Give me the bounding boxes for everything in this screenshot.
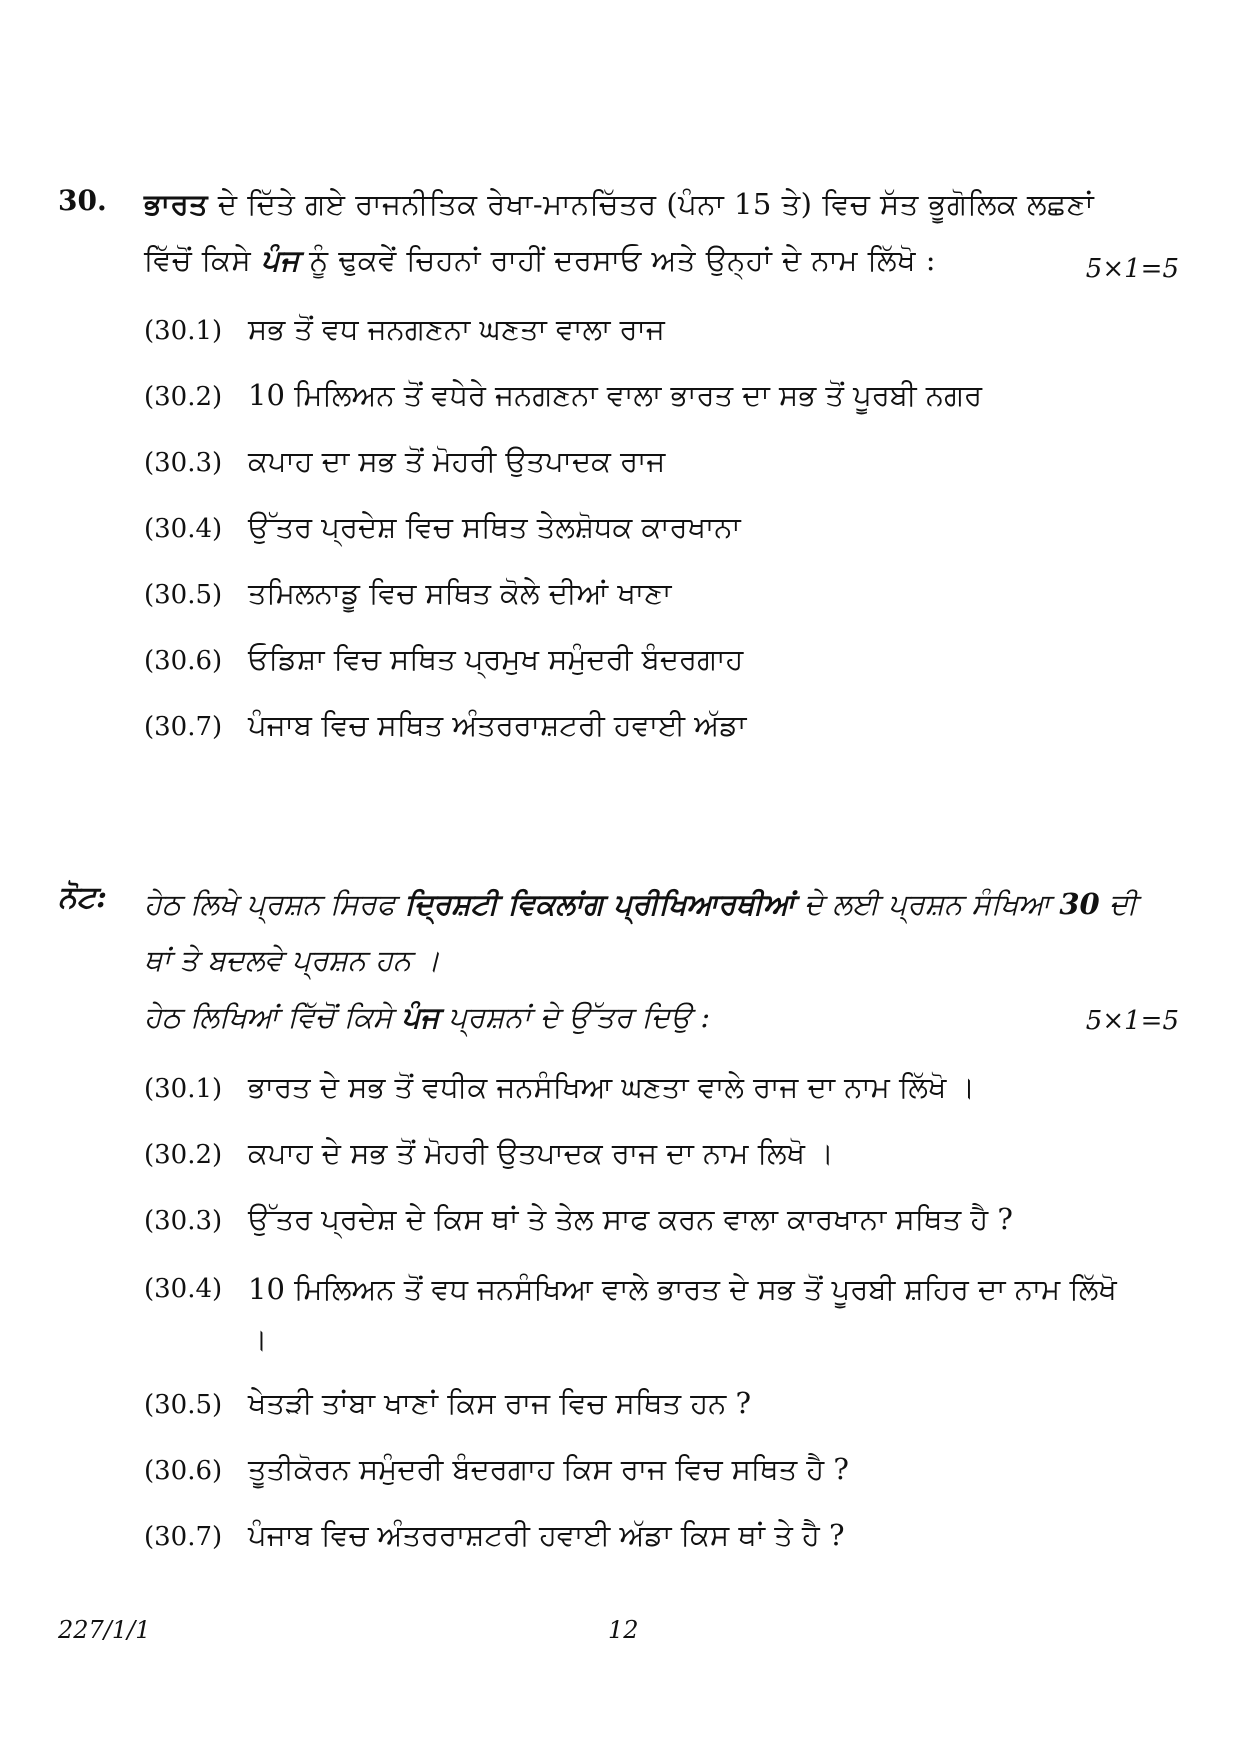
list-item: (30.1) ਸਭ ਤੋਂ ਵਧ ਜਨਗਣਨਾ ਘਣਤਾ ਵਾਲਾ ਰਾਜ xyxy=(144,312,665,346)
list-item: (30.2) 10 ਮਿਲਿਅਨ ਤੋਂ ਵਧੇਰੇ ਜਨਗਣਨਾ ਵਾਲਾ ਭਾਰਤ ਦਾ ਸਭ ਤੋਂ ਪੂਰਬੀ ਨਗਰ xyxy=(144,378,983,412)
paper-code: 227/1/1 xyxy=(58,1616,151,1644)
question-text-part-1: ਦੇ ਦਿੱਤੇ ਗਏ ਰਾਜਨੀਤਿਕ ਰੇਖਾ-ਮਾਨਚਿੱਤਰ (ਪੰਨਾ 15 ਤੇ) ਵਿਚ ਸੱਤ ਭੂਗੋਲਿਕ ਲਛਣਾਂ ਵਿੱਚੋਂ ਕਿਸੇ xyxy=(144,187,1095,277)
note-text-bold: ਦ੍ਰਿਸ਼ਟੀ ਵਿਕਲਾਂਗ ਪ੍ਰੀਖਿਆਰਥੀਆਂ xyxy=(404,887,795,921)
list-item: (30.7) ਪੰਜਾਬ ਵਿਚ ਸਥਿਤ ਅੰਤਰਰਾਸ਼ਟਰੀ ਹਵਾਈ ਅੱਡਾ xyxy=(144,708,747,742)
list-item: (30.7) ਪੰਜਾਬ ਵਿਚ ਅੰਤਰਰਾਸ਼ਟਰੀ ਹਵਾਈ ਅੱਡਾ ਕਿਸ ਥਾਂ ਤੇ ਹੈ ? xyxy=(144,1518,845,1552)
list-item: (30.1) ਭਾਰਤ ਦੇ ਸਭ ਤੋਂ ਵਧੀਕ ਜਨਸੰਖਿਆ ਘਣਤਾ ਵਾਲੇ ਰਾਜ ਦਾ ਨਾਮ ਲਿੱਖੋ । xyxy=(144,1070,976,1104)
page-number: 12 xyxy=(608,1616,639,1644)
question-text-part-2: ਨੂੰ ਢੁਕਵੇਂ ਚਿਹਨਾਂ ਰਾਹੀਂ ਦਰਸਾਓ ਅਤੇ ਉਨ੍ਹਾਂ ਦੇ ਨਾਮ ਲਿੱਖੋ : xyxy=(299,243,936,277)
list-item: (30.4) ਉੱਤਰ ਪ੍ਰਦੇਸ਼ ਵਿਚ ਸਥਿਤ ਤੇਲਸ਼ੋਧਕ ਕਾਰਖਾਨਾ xyxy=(144,510,741,544)
question-text-bold-2: ਪੰਜ xyxy=(260,243,300,277)
list-item: (30.3) ਕਪਾਹ ਦਾ ਸਭ ਤੋਂ ਮੋਹਰੀ ਉਤਪਾਦਕ ਰਾਜ xyxy=(144,444,666,478)
question-text xyxy=(144,176,1144,288)
question-text-bold-1: ਭਾਰਤ xyxy=(144,187,209,221)
list-item: (30.3) ਉੱਤਰ ਪ੍ਰਦੇਸ਼ ਦੇ ਕਿਸ ਥਾਂ ਤੇ ਤੇਲ ਸਾਫ ਕਰਨ ਵਾਲਾ ਕਾਰਖਾਨਾ ਸਥਿਤ ਹੈ ? xyxy=(144,1202,1013,1236)
note-marks: 5×1=5 xyxy=(1085,1006,1179,1036)
list-item: (30.5) ਤਮਿਲਨਾਡੂ ਵਿਚ ਸਥਿਤ ਕੋਲੇ ਦੀਆਂ ਖਾਣਾ xyxy=(144,576,672,610)
list-item: (30.6) ਓਡਿਸ਼ਾ ਵਿਚ ਸਥਿਤ ਪ੍ਰਮੁਖ ਸਮੁੰਦਰੀ ਬੰਦਰਗਾਹ xyxy=(144,642,744,676)
list-item: (30.4) 10 ਮਿਲਿਅਨ ਤੋਂ ਵਧ ਜਨਸੰਖਿਆ ਵਾਲੇ ਭਾਰਤ ਦੇ ਸਭ ਤੋਂ ਪੂਰਬੀ ਸ਼ਹਿਰ ਦਾ ਨਾਮ ਲਿੱਖੋ । xyxy=(144,1272,1117,1356)
note-instruction: ਹੇਠ ਲਿਖਿਆਂ ਵਿੱਚੋਂ ਕਿਸੇ ਪੰਜ ਪ੍ਰਸ਼ਨਾਂ ਦੇ ਉੱਤਰ ਦਿਉ : xyxy=(144,1000,711,1034)
list-item: (30.5) ਖੇਤੜੀ ਤਾਂਬਾ ਖਾਣਾਂ ਕਿਸ ਰਾਜ ਵਿਚ ਸਥਿਤ ਹਨ ? xyxy=(144,1386,752,1420)
note-question-number: 30 xyxy=(1059,887,1100,921)
note-text: ਹੇਠ ਲਿਖੇ ਪ੍ਰਸ਼ਨ ਸਿਰਫ ਦ੍ਰਿਸ਼ਟੀ ਵਿਕਲਾਂਗ ਪ੍ਰੀਖਿਆਰਥੀਆਂ ਦੇ ਲਈ ਪ੍ਰਸ਼ਨ ਸੰਖਿਆ 30 ਦੀ ਥਾਂ ਤੇ ਬਦਲਵੇ ਪ੍ਰਸ਼ਨ ਹਨ । xyxy=(144,887,1137,977)
list-item: (30.2) ਕਪਾਹ ਦੇ ਸਭ ਤੋਂ ਮੋਹਰੀ ਉਤਪਾਦਕ ਰਾਜ ਦਾ ਨਾਮ ਲਿਖੋ । xyxy=(144,1136,834,1170)
question-number: 30. xyxy=(58,184,107,217)
question-marks: 5×1=5 xyxy=(1085,254,1179,284)
list-item: (30.6) ਤੂਤੀਕੋਰਨ ਸਮੁੰਦਰੀ ਬੰਦਰਗਾਹ ਕਿਸ ਰਾਜ ਵਿਚ ਸਥਿਤ ਹੈ ? xyxy=(144,1452,849,1486)
note-label: ਨੋਟ: xyxy=(58,880,108,915)
